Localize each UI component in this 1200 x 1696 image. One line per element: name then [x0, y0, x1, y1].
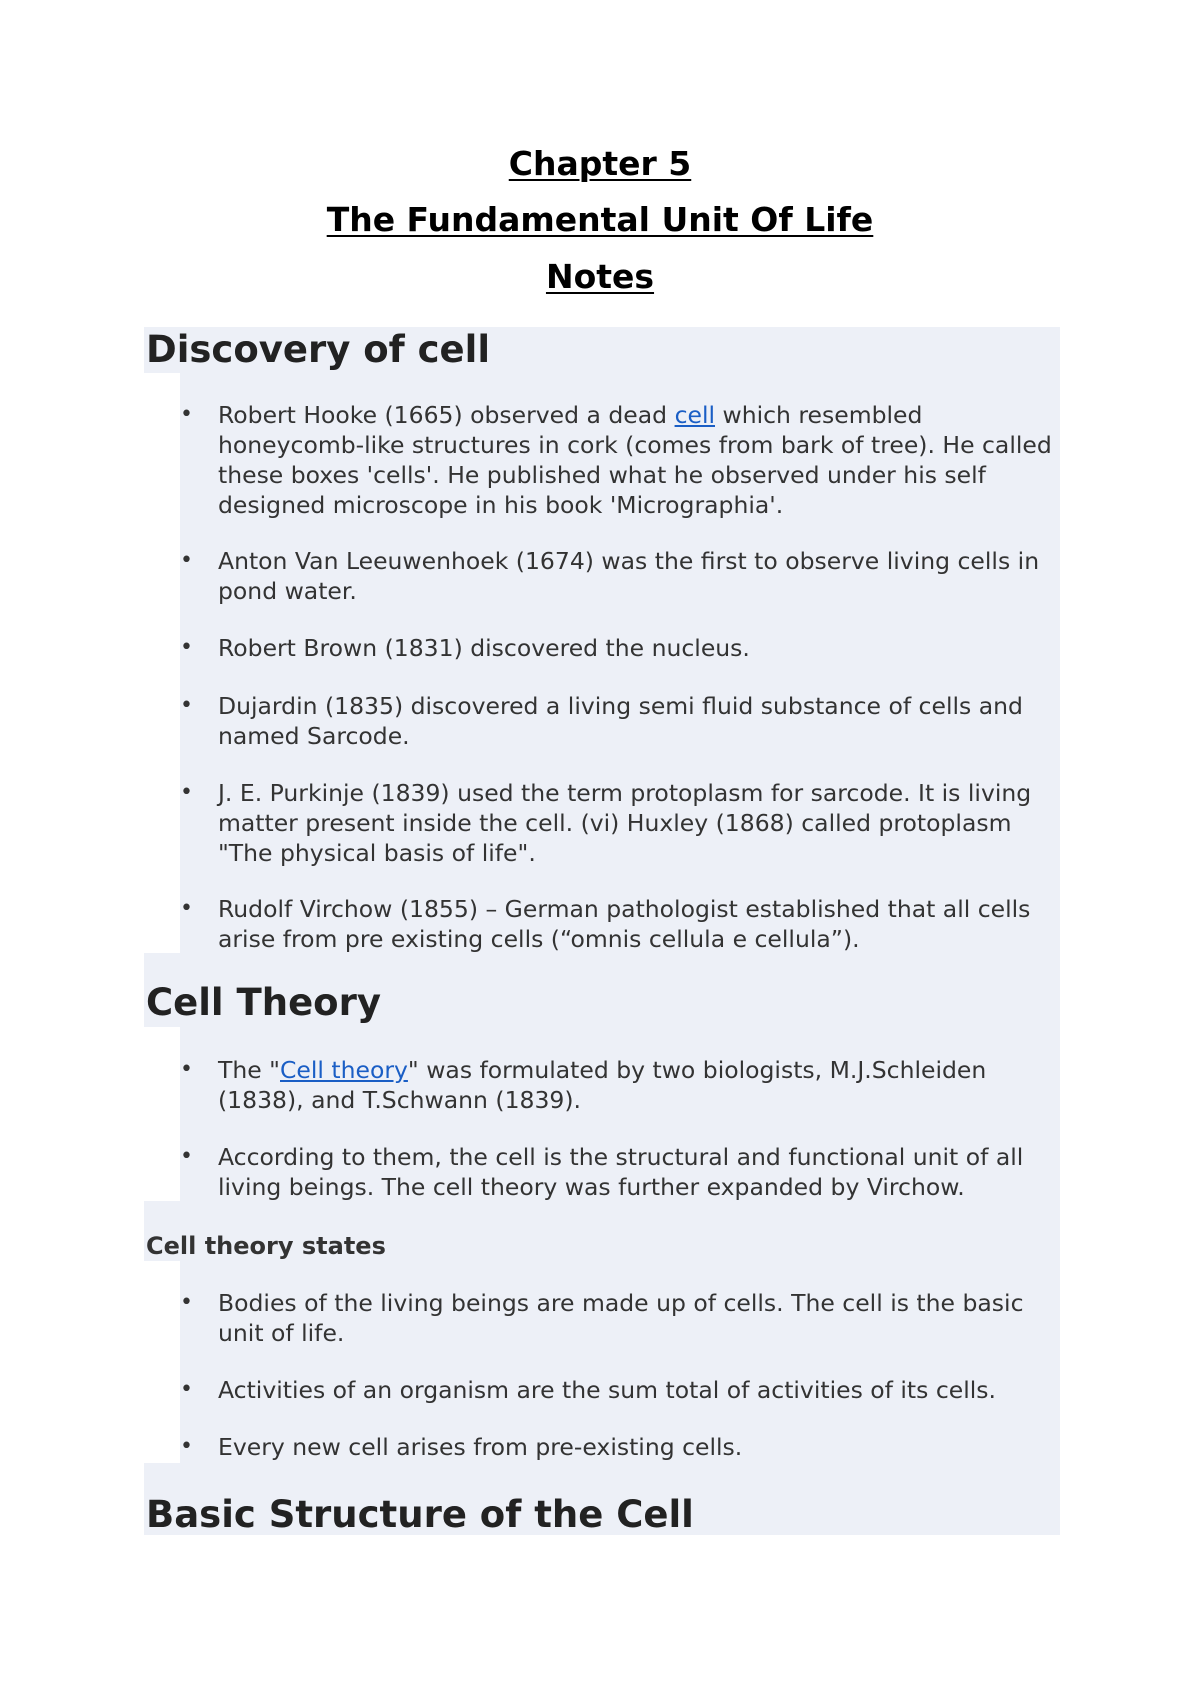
- bullet-icon: •: [180, 1144, 193, 1169]
- bullet-icon: •: [180, 1057, 193, 1082]
- bullet-icon: •: [180, 635, 193, 660]
- section-heading-cell-theory: Cell Theory: [146, 981, 381, 1024]
- chapter-number: Chapter 5: [508, 144, 692, 183]
- cell-theory-link[interactable]: Cell theory: [280, 1056, 408, 1084]
- list-item-text: The "Cell theory" was formulated by two biologists, M.J.Schleiden (1838), and T.Schwann (1839).: [218, 1056, 987, 1114]
- list-item-text: J. E. Purkinje (1839) used the term protoplasm for sarcode. It is living matter present inside the cell. (vi) Huxley (1868) called protoplasm "The physical basis of life".: [218, 779, 1032, 867]
- bullet-icon: •: [180, 402, 193, 427]
- list-item-text: According to them, the cell is the structural and functional unit of all living beings. The cell theory was further expanded by Virchow.: [218, 1143, 1024, 1201]
- list-item-text: Activities of an organism are the sum total of activities of its cells.: [218, 1376, 997, 1404]
- bullet-icon: •: [180, 1434, 193, 1459]
- bullet-icon: •: [180, 1377, 193, 1402]
- subheading-cell-theory-states: Cell theory states: [146, 1232, 386, 1260]
- section-heading-basic-structure: Basic Structure of the Cell: [146, 1493, 694, 1536]
- list-item-text: Rudolf Virchow (1855) – German pathologist established that all cells arise from pre existing cells (“omnis cellula e cellula”).: [218, 895, 1031, 953]
- list-item-text: Robert Hooke (1665) observed a dead cell which resembled honeycomb-like structures in cork (comes from bark of tree). He called these boxes 'cells'. He published what he observed under his self designed microscope in his book 'Micrographia'.: [218, 401, 1052, 519]
- bullet-icon: •: [180, 780, 193, 805]
- list-item-text: Anton Van Leeuwenhoek (1674) was the first to observe living cells in pond water.: [218, 547, 1040, 605]
- bullet-icon: •: [180, 548, 193, 573]
- list-item-text: Robert Brown (1831) discovered the nucleus.: [218, 634, 750, 662]
- section-heading-discovery: Discovery of cell: [146, 328, 491, 371]
- cell-link[interactable]: cell: [674, 401, 715, 429]
- chapter-title: The Fundamental Unit Of Life: [326, 200, 874, 239]
- bullet-icon: •: [180, 896, 193, 921]
- bullet-icon: •: [180, 693, 193, 718]
- bullet-icon: •: [180, 1290, 193, 1315]
- list-item-text: Dujardin (1835) discovered a living semi fluid substance of cells and named Sarcode.: [218, 692, 1023, 750]
- list-item-text: Bodies of the living beings are made up of cells. The cell is the basic unit of life.: [218, 1289, 1024, 1347]
- list-item-text: Every new cell arises from pre-existing cells.: [218, 1433, 743, 1461]
- notes-title: Notes: [545, 257, 655, 296]
